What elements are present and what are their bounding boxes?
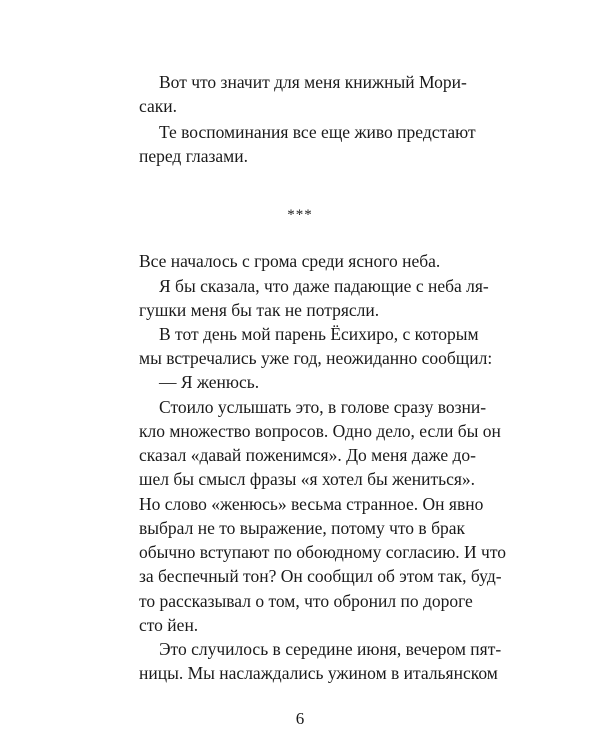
section-separator: *** bbox=[287, 207, 313, 223]
text-line: — Я женюсь. bbox=[159, 372, 260, 392]
text-line: мы встречались уже год, неожиданно сообщил: bbox=[139, 348, 493, 368]
text-line: Я бы сказала, что даже падающие с неба ля- bbox=[159, 276, 489, 296]
text-line: перед глазами. bbox=[139, 146, 248, 166]
text-line: Все началось с грома среди ясного неба. bbox=[139, 251, 441, 271]
text-line: гушки меня бы так не потрясли. bbox=[139, 300, 380, 320]
text-line: саки. bbox=[139, 96, 177, 116]
text-line: то рассказывал о том, что обронил по дороге bbox=[139, 591, 473, 611]
text-line: Вот что значит для меня книжный Мори- bbox=[159, 72, 467, 92]
text-line: сказал «давай поженимся». До меня даже до- bbox=[139, 445, 476, 465]
text-line: Стоило услышать это, в голове сразу возни- bbox=[159, 397, 487, 417]
text-line: ницы. Мы наслаждались ужином в итальянском bbox=[139, 663, 498, 683]
text-line: В тот день мой парень Ёсихиро, с которым bbox=[159, 324, 479, 344]
text-line: обычно вступают по обоюдному согласию. И что bbox=[139, 542, 507, 562]
text-line: кло множество вопросов. Одно дело, если бы он bbox=[139, 421, 501, 441]
page-number: 6 bbox=[295, 709, 305, 728]
text-line: шел бы смысл фразы «я хотел бы жениться». bbox=[139, 469, 476, 489]
text-line: Но слово «женюсь» весьма странное. Он явно bbox=[139, 494, 484, 514]
text-line: за беспечный тон? Он сообщил об этом так, буд- bbox=[139, 566, 502, 586]
text-line: Это случилось в середине июня, вечером пят- bbox=[159, 639, 502, 659]
text-line: сто йен. bbox=[139, 615, 199, 635]
text-line: Те воспоминания все еще живо предстают bbox=[159, 122, 476, 142]
text-line: выбрал не то выражение, потому что в брак bbox=[139, 518, 465, 538]
